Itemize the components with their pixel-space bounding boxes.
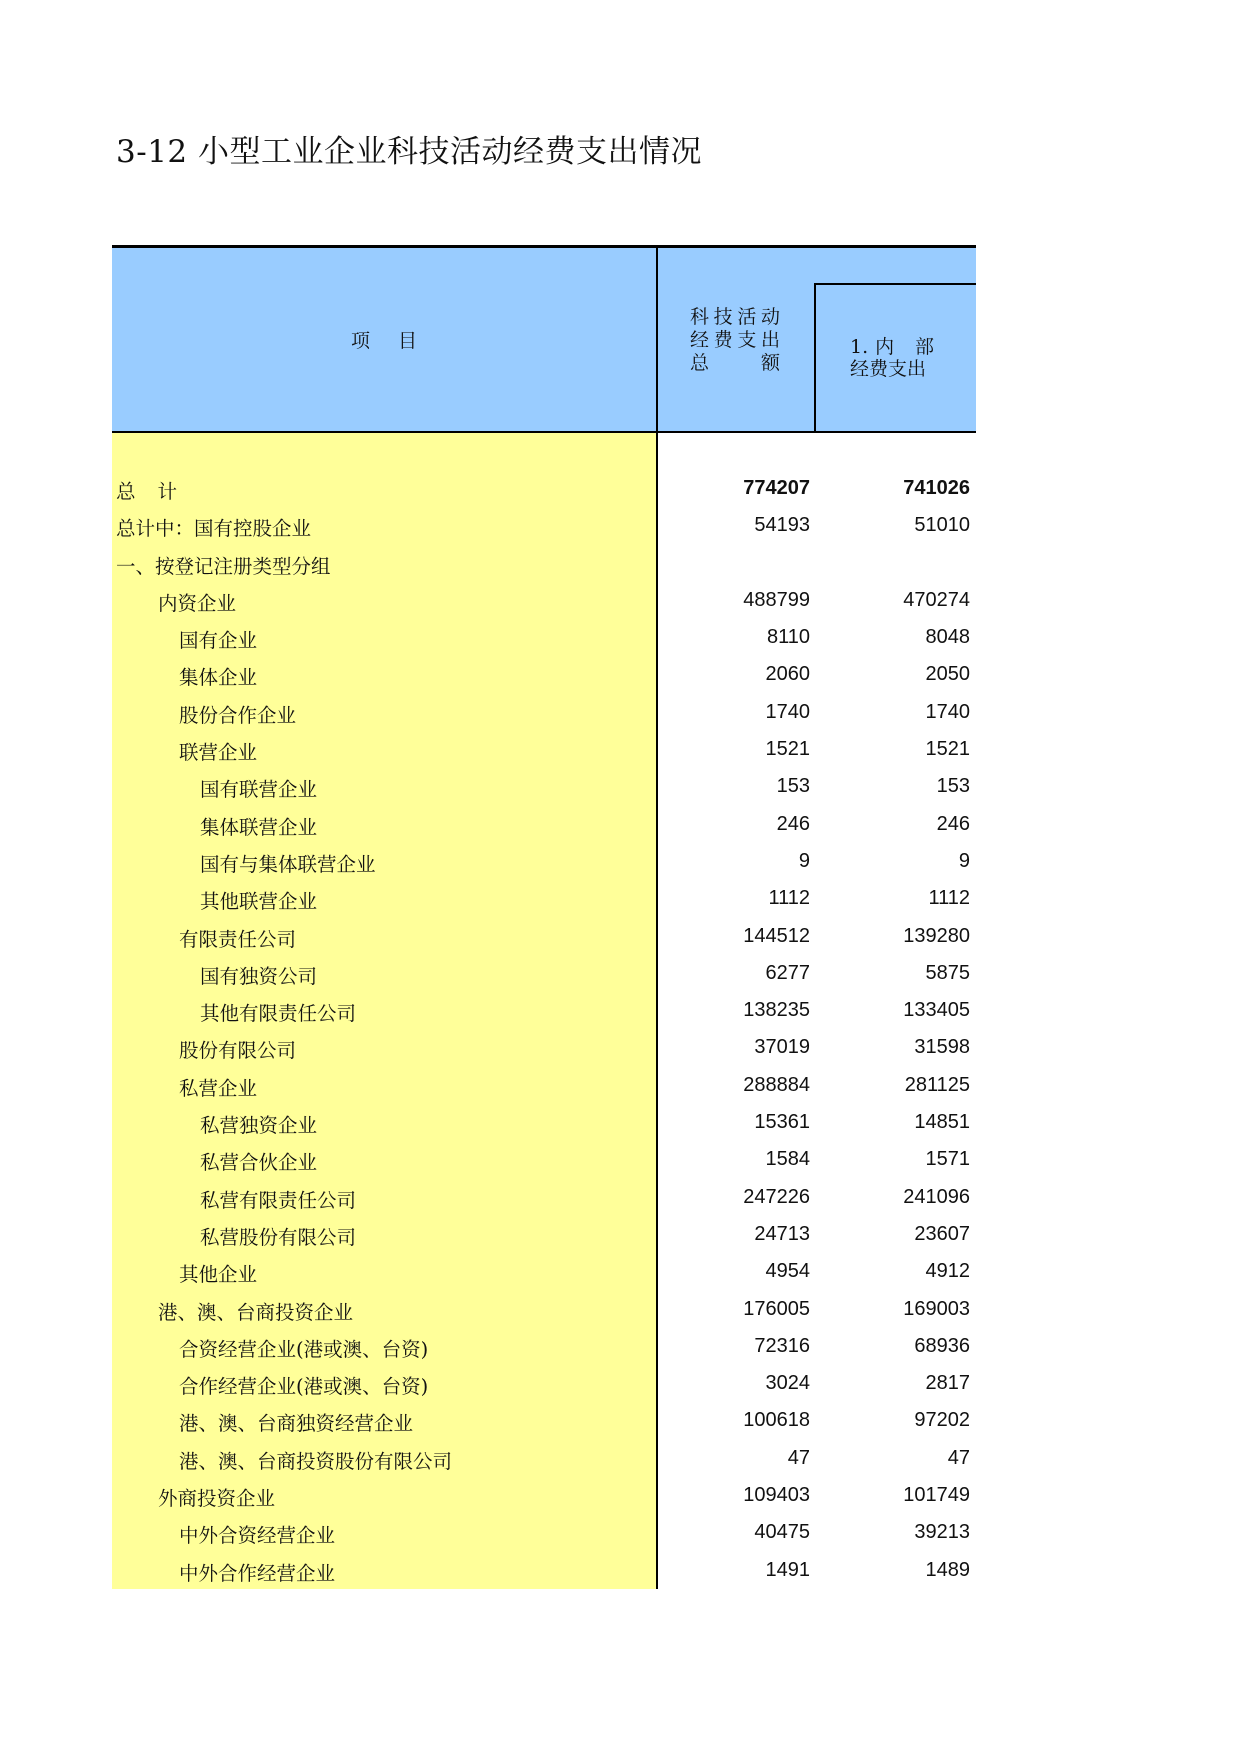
row-total-value: 247226 (743, 1185, 810, 1208)
row-label: 私营企业 (179, 1076, 258, 1100)
row-label: 总计中：国有控股企业 (116, 517, 312, 541)
row-inner-value: 153 (936, 775, 970, 798)
row-total-value: 1112 (768, 887, 810, 910)
table-row (112, 880, 976, 917)
table-row (112, 1104, 976, 1141)
row-inner-value: 68936 (914, 1334, 970, 1357)
row-total-value: 1491 (765, 1558, 810, 1581)
row-inner-value: 5875 (925, 961, 970, 984)
row-label: 国有独资公司 (200, 964, 318, 988)
header-total-expenditure (690, 306, 780, 375)
row-label: 私营股份有限公司 (200, 1225, 357, 1249)
table-row (112, 843, 976, 880)
row-total-value: 176005 (743, 1297, 810, 1320)
row-label: 国有联营企业 (200, 778, 318, 802)
table-row (112, 694, 976, 731)
table-row (112, 918, 976, 955)
row-label: 其他企业 (179, 1263, 258, 1287)
row-inner-value: 23607 (914, 1222, 970, 1245)
header-total-line: 总 额 (690, 352, 780, 374)
row-inner-value: 2050 (925, 663, 970, 686)
table-row (112, 1291, 976, 1328)
table-row (112, 545, 976, 582)
row-inner-value: 1112 (928, 887, 970, 910)
table-row (112, 507, 976, 544)
row-inner-value: 9 (958, 849, 970, 872)
row-label: 股份合作企业 (179, 703, 297, 727)
table-body (112, 470, 976, 1589)
row-total-value: 100618 (743, 1409, 810, 1432)
row-inner-value: 169003 (903, 1297, 970, 1320)
table-row (112, 1440, 976, 1477)
row-total-value: 288884 (743, 1073, 810, 1096)
row-inner-value: 1521 (925, 738, 970, 761)
row-label: 集体企业 (179, 666, 258, 690)
row-total-value: 47 (787, 1446, 810, 1469)
row-label: 港、澳、台商投资企业 (158, 1300, 354, 1324)
row-inner-value: 281125 (904, 1073, 970, 1096)
row-label: 总计 (116, 480, 200, 503)
row-label: 私营有限责任公司 (200, 1188, 357, 1212)
row-inner-value: 101749 (903, 1484, 970, 1507)
row-inner-value: 241096 (903, 1185, 970, 1208)
header-inner-expenditure (850, 336, 934, 380)
row-label: 中外合作经营企业 (179, 1561, 336, 1585)
header-total-line: 经费支出 (690, 329, 780, 351)
table-row (112, 1477, 976, 1514)
row-label: 港、澳、台商投资股份有限公司 (179, 1449, 453, 1473)
row-label: 其他有限责任公司 (200, 1002, 357, 1026)
table-row (112, 992, 976, 1029)
row-total-value: 3024 (765, 1372, 810, 1395)
row-inner-value: 51010 (914, 514, 970, 537)
table-row (112, 582, 976, 619)
table-row (112, 1402, 976, 1439)
table-row (112, 470, 976, 507)
row-total-value: 6277 (765, 961, 810, 984)
table-row (112, 1029, 976, 1066)
row-label: 国有企业 (179, 629, 258, 653)
table-row (112, 1253, 976, 1290)
row-inner-value: 47 (947, 1446, 970, 1469)
row-inner-value: 8048 (925, 626, 970, 649)
row-label: 联营企业 (179, 741, 258, 765)
header-total-line: 科技活动 (690, 306, 780, 328)
row-label: 国有与集体联营企业 (200, 852, 376, 876)
row-inner-value: 1489 (925, 1558, 970, 1581)
row-label: 合资经营企业(港或澳、台资) (179, 1337, 429, 1361)
table-row (112, 1067, 976, 1104)
table-row (112, 656, 976, 693)
table-row (112, 768, 976, 805)
row-inner-value: 1571 (925, 1148, 970, 1171)
row-label: 私营合伙企业 (200, 1151, 318, 1175)
row-total-value: 774207 (743, 477, 810, 499)
table-row (112, 806, 976, 843)
table-row (112, 731, 976, 768)
row-total-value: 246 (776, 812, 810, 835)
row-inner-value: 246 (936, 812, 970, 835)
row-inner-value: 97202 (914, 1409, 970, 1432)
table-row (112, 1216, 976, 1253)
row-inner-value: 31598 (914, 1036, 970, 1059)
row-total-value: 138235 (743, 999, 810, 1022)
row-label: 港、澳、台商独资经营企业 (179, 1412, 414, 1436)
row-total-value: 9 (798, 849, 810, 872)
table-row (112, 619, 976, 656)
row-total-value: 1740 (765, 700, 810, 723)
row-inner-value: 133405 (903, 999, 970, 1022)
header-bottom-rule (112, 431, 976, 433)
header-inner-line: 1. 内 部 (850, 336, 934, 358)
row-total-value: 2060 (765, 663, 810, 686)
row-total-value: 15361 (754, 1111, 810, 1134)
row-label: 内资企业 (158, 591, 237, 615)
row-inner-value: 4912 (925, 1260, 970, 1283)
row-label: 其他联营企业 (200, 890, 318, 914)
header-inner-line: 经费支出 (850, 358, 927, 380)
row-label: 外商投资企业 (158, 1487, 276, 1511)
table-row (112, 955, 976, 992)
page-title: 3-12 小型工业企业科技活动经费支出情况 (116, 134, 702, 170)
row-total-value: 153 (776, 775, 810, 798)
row-label: 有限责任公司 (179, 927, 297, 951)
table-row (112, 1552, 976, 1589)
row-inner-value: 139280 (903, 924, 970, 947)
row-total-value: 488799 (743, 588, 810, 611)
row-inner-value: 2817 (925, 1372, 970, 1395)
row-label: 合作经营企业(港或澳、台资) (179, 1375, 429, 1399)
row-label: 股份有限公司 (179, 1039, 297, 1063)
row-inner-value: 470274 (903, 588, 970, 611)
row-total-value: 24713 (754, 1222, 810, 1245)
row-inner-value: 39213 (914, 1521, 970, 1544)
table-row (112, 1179, 976, 1216)
row-label: 中外合资经营企业 (179, 1524, 336, 1548)
row-total-value: 8110 (766, 626, 810, 649)
row-total-value: 109403 (743, 1484, 810, 1507)
table-row (112, 1141, 976, 1178)
row-total-value: 37019 (754, 1036, 810, 1059)
row-inner-value: 14851 (914, 1111, 970, 1134)
row-total-value: 1584 (765, 1148, 810, 1171)
row-inner-value: 1740 (925, 700, 970, 723)
row-total-value: 40475 (754, 1521, 810, 1544)
row-total-value: 144512 (743, 924, 810, 947)
header-item: 项目 (350, 330, 445, 352)
row-label: 一、按登记注册类型分组 (116, 554, 331, 578)
row-total-value: 54193 (754, 514, 810, 537)
table-row (112, 1514, 976, 1551)
table-top-rule (112, 245, 976, 248)
row-label: 私营独资企业 (200, 1114, 318, 1138)
row-total-value: 1521 (765, 738, 810, 761)
table-row (112, 1328, 976, 1365)
row-total-value: 72316 (754, 1334, 810, 1357)
table-row (112, 1365, 976, 1402)
row-label: 集体联营企业 (200, 815, 318, 839)
row-total-value: 4954 (765, 1260, 810, 1283)
row-inner-value: 741026 (903, 477, 970, 499)
